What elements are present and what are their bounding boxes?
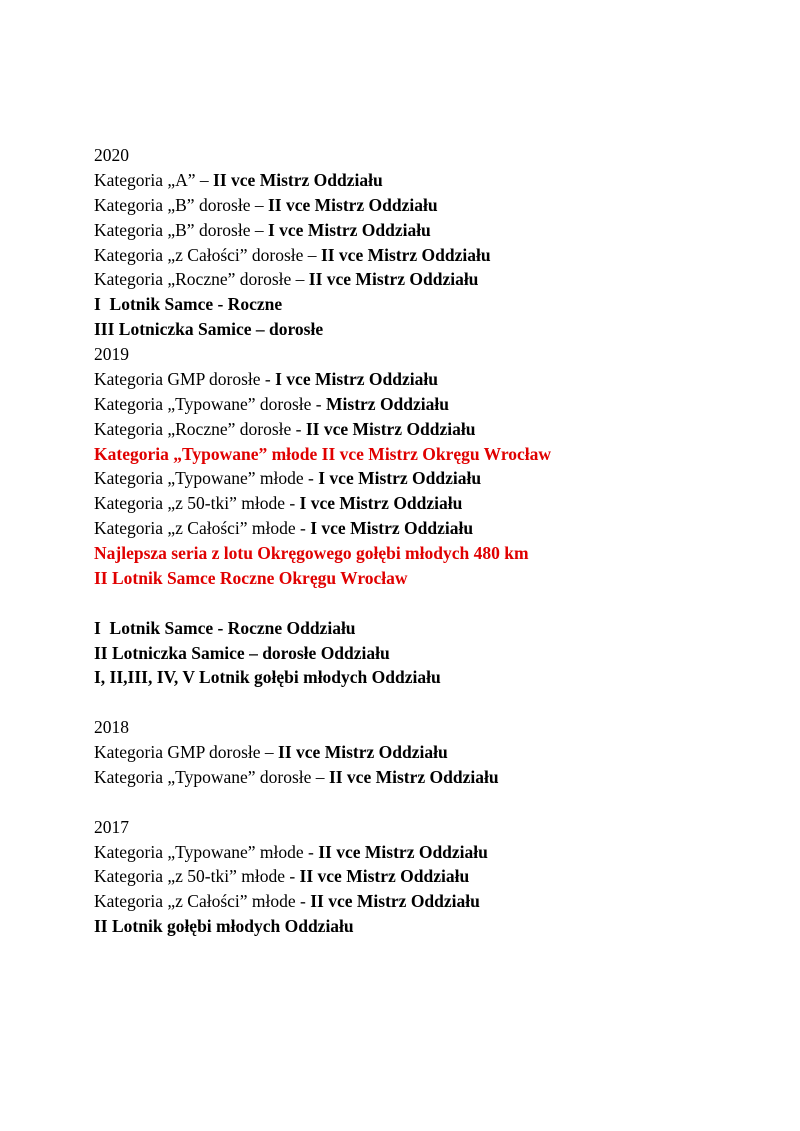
line-bold-text: Mistrz Oddziału xyxy=(326,393,449,414)
line-bold-text: I Lotnik Samce - Roczne xyxy=(94,294,283,315)
line-bold-text: I Lotnik Samce - Roczne Oddziału xyxy=(94,617,356,638)
achievement-line xyxy=(94,665,744,690)
year-heading xyxy=(94,342,744,367)
achievement-line xyxy=(94,765,744,790)
line-bold-text: II vce Mistrz Oddziału xyxy=(267,194,438,215)
achievement-line xyxy=(94,491,744,516)
achievement-line xyxy=(94,243,744,268)
achievements-list xyxy=(94,143,744,939)
year-heading xyxy=(94,143,744,168)
blank-line xyxy=(94,690,744,715)
achievement-line xyxy=(94,292,744,317)
line-plain-text: Kategoria „Typowane” młode - xyxy=(94,841,319,862)
line-bold-text: Kategoria „Typowane” młode II vce Mistrz Okręgu Wrocław xyxy=(94,443,552,464)
achievement-line xyxy=(94,168,744,193)
line-bold-text: Najlepsza seria z lotu Okręgowego gołębi młodych 480 km xyxy=(94,543,529,563)
line-plain-text: Kategoria „Typowane” młode - xyxy=(94,468,319,489)
year-heading xyxy=(94,815,744,840)
achievement-line xyxy=(94,442,744,467)
line-bold-text: II vce Mistrz Oddziału xyxy=(318,841,488,862)
achievement-line xyxy=(94,641,744,666)
line-plain-text: Kategoria „z Całości” dorosłe – xyxy=(94,244,321,265)
line-plain-text: Kategoria „z 50-tki” młode - xyxy=(94,493,300,514)
line-plain-text: Kategoria GMP dorosłe – xyxy=(94,742,279,762)
line-bold-text: I vce Mistrz Oddziału xyxy=(318,468,482,489)
year-text: 2020 xyxy=(94,145,129,165)
achievement-line xyxy=(94,740,744,765)
line-bold-text: I vce Mistrz Oddziału xyxy=(275,368,438,389)
line-bold-text: II vce Mistrz Oddziału xyxy=(278,742,448,762)
year-text: 2019 xyxy=(94,344,129,364)
line-bold-text: II Lotniczka Samice – dorosłe Oddziału xyxy=(94,642,390,663)
achievement-line xyxy=(94,566,744,591)
achievement-line xyxy=(94,840,744,865)
line-plain-text: Kategoria „z Całości” młode - xyxy=(94,518,311,539)
achievement-line xyxy=(94,317,744,342)
achievement-line xyxy=(94,193,744,218)
line-plain-text: Kategoria „z Całości” młode - xyxy=(94,891,311,912)
line-plain-text: Kategoria „z 50-tki” młode - xyxy=(94,866,300,887)
achievement-line xyxy=(94,516,744,541)
achievement-line xyxy=(94,889,744,914)
achievement-line xyxy=(94,616,744,641)
line-plain-text: Kategoria GMP dorosłe - xyxy=(94,368,276,389)
line-plain-text: Kategoria „Typowane” dorosłe - xyxy=(94,393,327,414)
blank-line xyxy=(94,790,744,815)
line-bold-text: II vce Mistrz Oddziału xyxy=(320,244,491,265)
line-bold-text: II vce Mistrz Oddziału xyxy=(305,418,476,439)
achievement-line xyxy=(94,914,744,939)
blank-line xyxy=(94,591,744,616)
line-bold-text: II Lotnik Samce Roczne Okręgu Wrocław xyxy=(94,567,408,588)
line-plain-text: Kategoria „Typowane” dorosłe – xyxy=(94,766,329,787)
year-text: 2018 xyxy=(94,717,129,738)
line-bold-text: I vce Mistrz Oddziału xyxy=(310,518,474,539)
line-plain-text: Kategoria „B” dorosłe – xyxy=(94,194,268,215)
line-bold-text: II vce Mistrz Oddziału xyxy=(328,766,499,787)
line-plain-text: Kategoria „Roczne” dorosłe – xyxy=(94,269,309,290)
line-bold-text: I, II,III, IV, V Lotnik gołębi młodych Oddziału xyxy=(94,667,441,688)
achievement-line xyxy=(94,466,744,491)
year-heading xyxy=(94,715,744,740)
line-bold-text: II vce Mistrz Oddziału xyxy=(299,866,470,887)
line-bold-text: I vce Mistrz Oddziału xyxy=(267,219,431,240)
achievement-line xyxy=(94,218,744,243)
line-bold-text: II vce Mistrz Oddziału xyxy=(310,891,480,912)
line-bold-text: I vce Mistrz Oddziału xyxy=(299,493,463,514)
achievement-line xyxy=(94,417,744,442)
line-plain-text: Kategoria „B” dorosłe – xyxy=(94,219,268,240)
line-plain-text: Kategoria „Roczne” dorosłe - xyxy=(94,418,306,439)
achievement-line xyxy=(94,392,744,417)
line-bold-text: III Lotniczka Samice – dorosłe xyxy=(94,319,324,340)
line-bold-text: II Lotnik gołębi młodych Oddziału xyxy=(94,916,354,937)
line-bold-text: II vce Mistrz Oddziału xyxy=(308,269,479,290)
achievement-line xyxy=(94,367,744,392)
achievement-line xyxy=(94,267,744,292)
line-plain-text: Kategoria „A” – xyxy=(94,169,214,190)
line-bold-text: II vce Mistrz Oddziału xyxy=(213,169,383,190)
achievement-line xyxy=(94,541,744,566)
achievement-line xyxy=(94,864,744,889)
year-text: 2017 xyxy=(94,816,129,837)
